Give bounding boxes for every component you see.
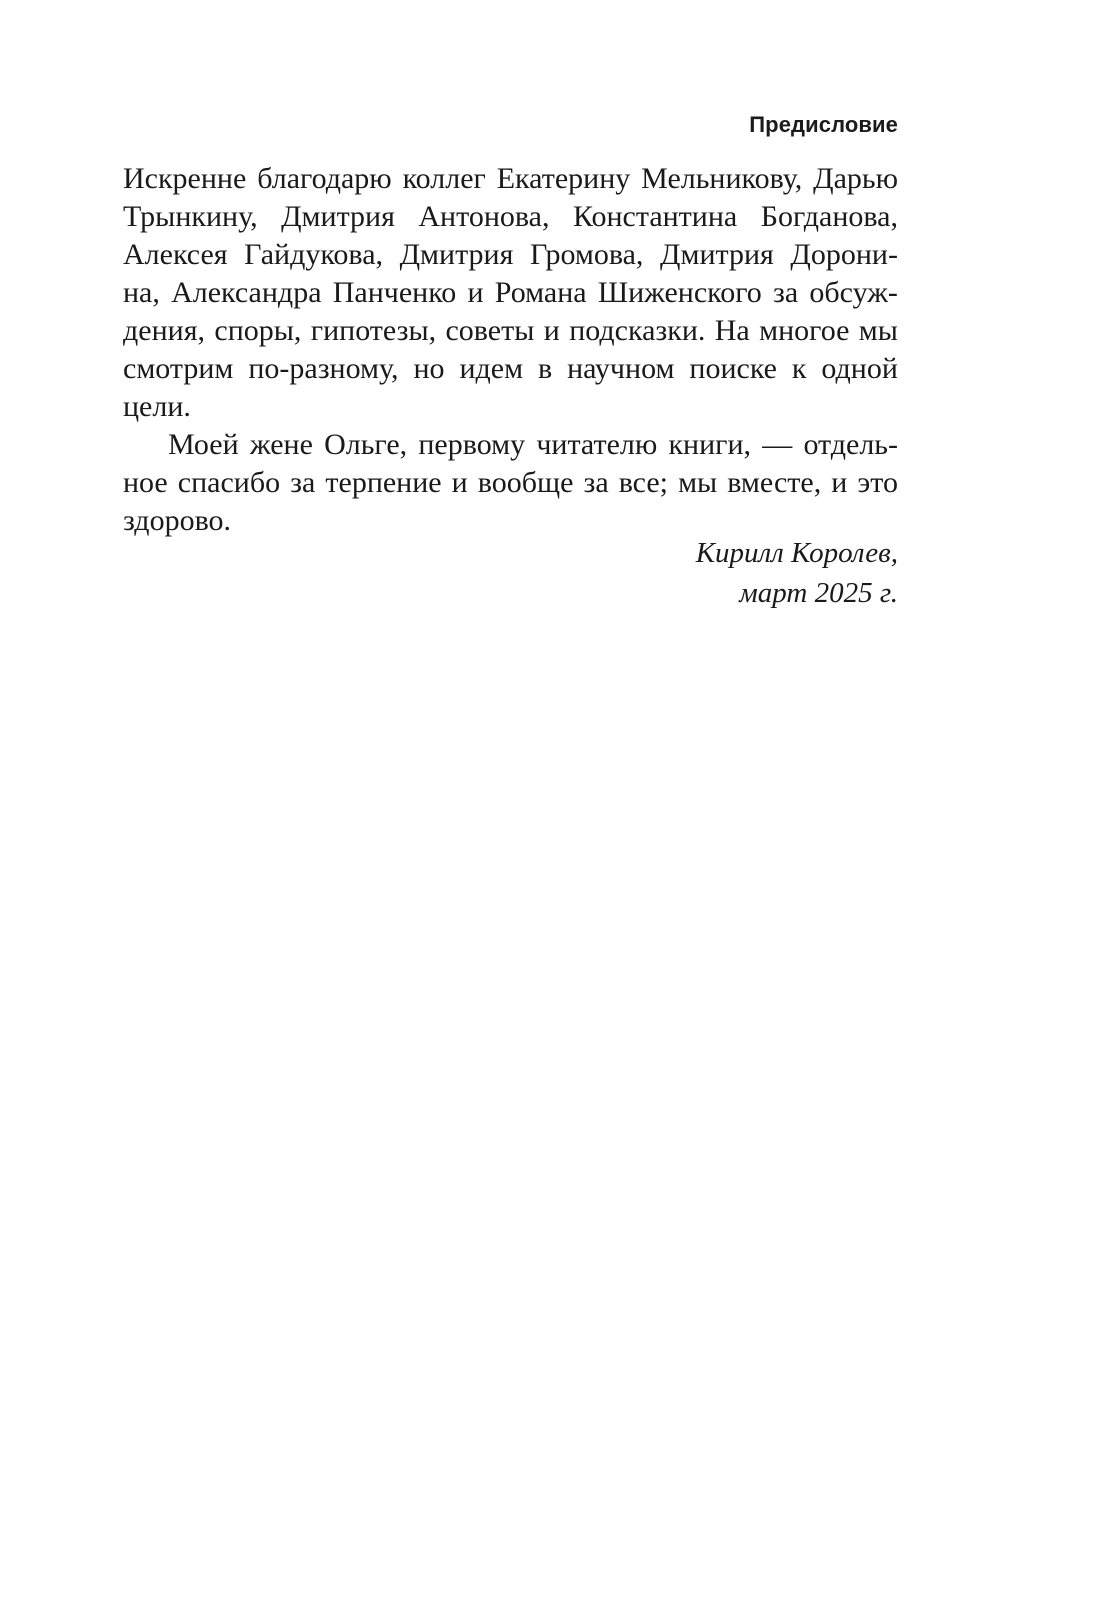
word: споры, xyxy=(214,314,302,347)
word: Александра xyxy=(171,276,322,309)
paragraph xyxy=(123,426,898,540)
signature-line: Кирилл Королев, xyxy=(695,537,898,569)
text-line xyxy=(123,426,898,464)
word: вообще xyxy=(477,466,574,499)
word: Дарью xyxy=(813,162,898,195)
word: Алексея xyxy=(123,238,228,271)
word: смотрим xyxy=(123,352,234,385)
word: Громова, xyxy=(529,238,644,271)
word: мы xyxy=(678,466,718,499)
word: за xyxy=(583,466,609,499)
word: коллег xyxy=(402,162,486,195)
word: терпение xyxy=(325,466,442,499)
word: Гайдукова, xyxy=(244,238,384,271)
word: Ольге, xyxy=(324,428,408,461)
text-line xyxy=(123,388,898,426)
word: Романа xyxy=(494,276,587,309)
word: — xyxy=(762,428,793,461)
word: вместе, xyxy=(727,466,822,499)
text-line xyxy=(123,312,898,350)
word: На xyxy=(714,314,750,347)
text-line xyxy=(123,464,898,502)
word: за xyxy=(290,466,316,499)
text-line xyxy=(123,274,898,312)
signature-line: март 2025 г. xyxy=(739,577,898,609)
word: это xyxy=(857,466,898,499)
word: в xyxy=(537,352,553,385)
word: Мельникову, xyxy=(641,162,803,195)
word: читателю xyxy=(536,428,658,461)
word: здорово. xyxy=(123,504,232,537)
word: многое xyxy=(759,314,850,347)
word: за xyxy=(773,276,799,309)
word: Моей xyxy=(168,428,239,461)
word: и xyxy=(467,276,484,309)
paragraph xyxy=(123,160,898,426)
word: поиске xyxy=(689,352,777,385)
word: мы xyxy=(858,314,898,347)
word: и xyxy=(831,466,848,499)
word: гипотезы, xyxy=(310,314,437,347)
word: жене xyxy=(249,428,313,461)
word: отдель- xyxy=(803,428,898,461)
word: Шиженского xyxy=(597,276,762,309)
word: Константина xyxy=(572,200,738,233)
running-head: Предисловие xyxy=(749,112,898,137)
word: научном xyxy=(567,352,675,385)
word: одной xyxy=(821,352,898,385)
word: Искренне xyxy=(123,162,247,195)
text-line xyxy=(123,236,898,274)
text-line xyxy=(123,160,898,198)
word: советы xyxy=(445,314,535,347)
word: книги, xyxy=(668,428,752,461)
word: но xyxy=(413,352,445,385)
word: Дорони- xyxy=(790,238,898,271)
word: Панченко xyxy=(332,276,457,309)
word: Антонова, xyxy=(418,200,550,233)
word: Трынкину, xyxy=(123,200,258,233)
word: Богданова, xyxy=(760,200,898,233)
word: ное xyxy=(123,466,168,499)
word: Дмитрия xyxy=(399,238,514,271)
word: к xyxy=(791,352,807,385)
word: Дмитрия xyxy=(660,238,774,271)
word: Екатерину xyxy=(496,162,631,195)
text-line xyxy=(123,198,898,236)
word: на, xyxy=(123,276,160,309)
word: по-разному, xyxy=(248,352,399,385)
word: обсуж- xyxy=(809,276,898,309)
word: все; xyxy=(618,466,669,499)
word: и xyxy=(451,466,468,499)
word: дения, xyxy=(123,314,205,347)
word: подсказки. xyxy=(569,314,706,347)
word: идем xyxy=(459,352,524,385)
word: первому xyxy=(418,428,526,461)
text-line xyxy=(123,350,898,388)
word: Дмитрия xyxy=(281,200,395,233)
word: благодарю xyxy=(257,162,392,195)
body-text-block xyxy=(123,160,898,540)
word: и xyxy=(543,314,560,347)
word: спасибо xyxy=(177,466,281,499)
signature-block xyxy=(123,533,898,613)
word: цели. xyxy=(123,390,191,423)
